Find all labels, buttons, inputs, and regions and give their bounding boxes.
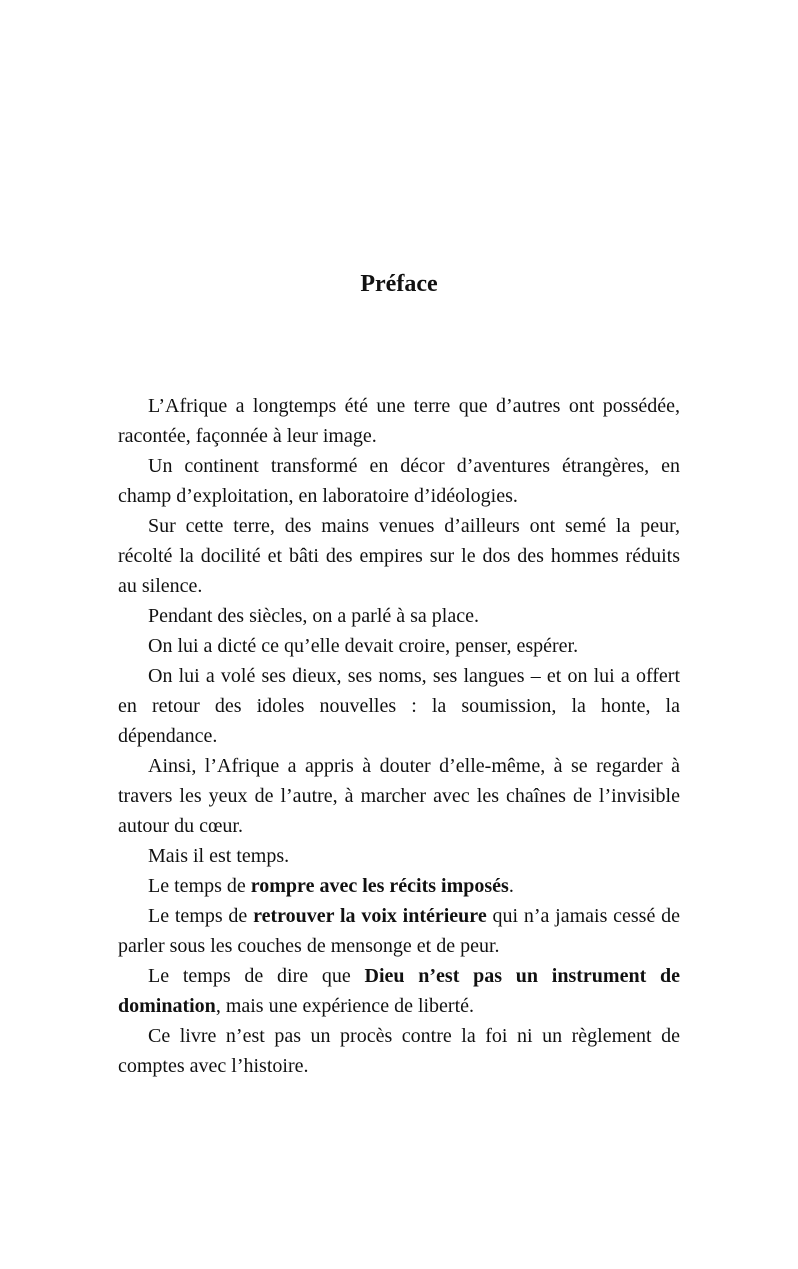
paragraph-text: Ainsi, l’Afrique a appris à douter d’elle-même, à se regarder à travers les yeux de l’autre, à marcher avec les chaînes de l’invisible autour du cœur.	[118, 755, 680, 837]
paragraph	[118, 601, 680, 631]
paragraph	[118, 751, 680, 841]
paragraph	[118, 631, 680, 661]
paragraph	[118, 841, 680, 871]
paragraph-text: Un continent transformé en décor d’aventures étrangères, en champ d’exploitation, en laboratoire d’idéologies.	[118, 455, 680, 507]
paragraph-text: On lui a volé ses dieux, ses noms, ses langues – et on lui a offert en retour des idoles nouvelles : la soumission, la honte, la dépendance.	[118, 665, 680, 747]
paragraph-text: L’Afrique a longtemps été une terre que d’autres ont possédée, racontée, façonnée à leur image.	[118, 395, 680, 447]
emphasis-text: Dieu n’est pas un instrument de domination	[118, 965, 681, 1017]
paragraph-text: Le temps de	[148, 875, 251, 897]
paragraph-text: qui n’a jamais cessé de parler sous les couches de mensonge et de peur.	[118, 905, 680, 957]
page-title: Préface	[360, 271, 438, 297]
paragraph-text: Pendant des siècles, on a parlé à sa place.	[148, 605, 479, 627]
paragraph	[118, 391, 680, 451]
paragraph-text: Le temps de dire que	[148, 965, 365, 987]
paragraph-text: Sur cette terre, des mains venues d’ailleurs ont semé la peur, récolté la docilité et bâti des empires sur le dos des hommes réduits au silence.	[118, 515, 680, 597]
emphasis-text: retrouver la voix intérieure	[253, 905, 487, 927]
paragraph-text: On lui a dicté ce qu’elle devait croire, penser, espérer.	[148, 635, 579, 657]
emphasis-text: rompre avec les récits imposés	[250, 875, 509, 897]
paragraph	[118, 1021, 680, 1081]
paragraph-text: Ce livre n’est pas un procès contre la foi ni un règlement de comptes avec l’histoire.	[118, 1025, 680, 1077]
preface-body	[118, 391, 680, 1081]
paragraph	[118, 901, 680, 961]
paragraph	[118, 961, 680, 1021]
paragraph-text: Le temps de	[148, 905, 254, 927]
paragraph	[118, 511, 680, 601]
paragraph	[118, 661, 680, 751]
paragraph	[118, 451, 680, 511]
paragraph-text: Mais il est temps.	[148, 845, 290, 867]
paragraph-text: .	[508, 875, 514, 897]
paragraph	[118, 871, 680, 901]
paragraph-text: , mais une expérience de liberté.	[215, 995, 475, 1017]
